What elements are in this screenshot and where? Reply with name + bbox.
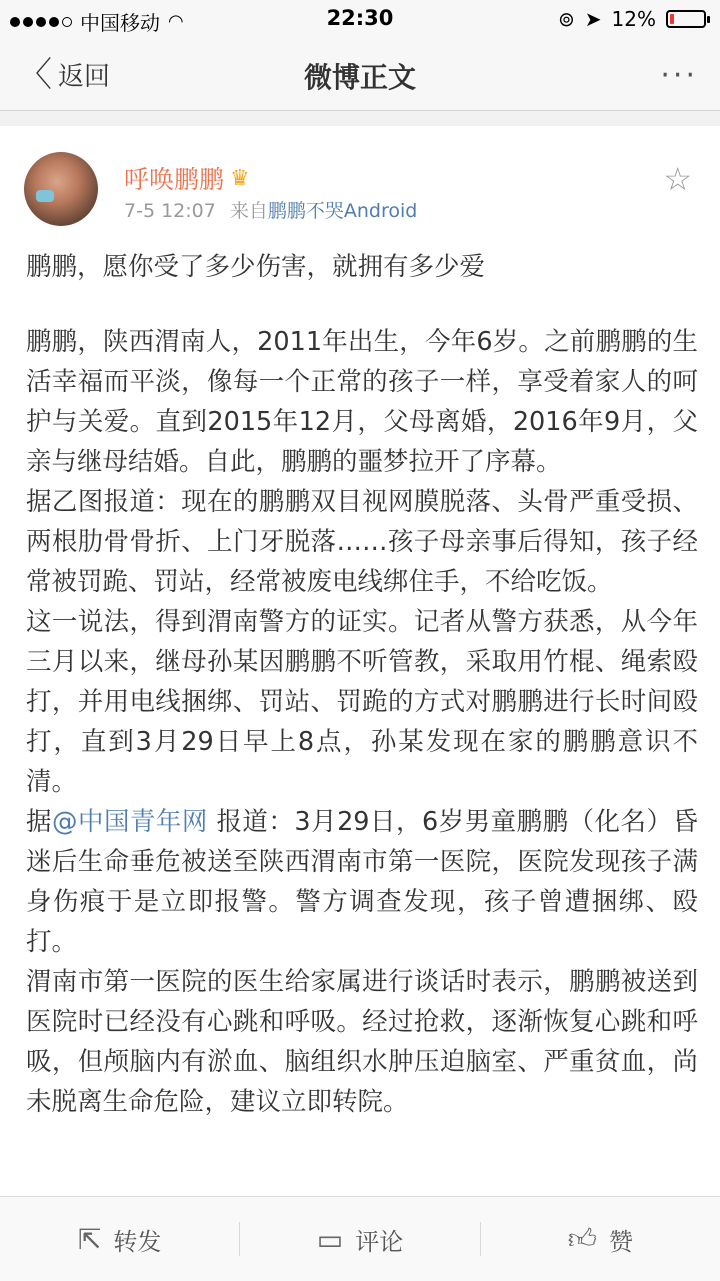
post-body: [26, 322, 698, 1122]
bottom-action-bar: [0, 1196, 720, 1281]
chevron-left-icon: 〈: [18, 54, 52, 95]
location-icon: ➤: [584, 7, 602, 31]
like-label: 赞: [608, 1227, 633, 1256]
post-paragraph: 据乙图报道：现在的鹏鹏双目视网膜脱落、头骨严重受损、两根肋骨骨折、上门牙脱落……孩子母亲事后得知，孩子经常被罚跪、罚站，经常被废电线绑住手，不给吃饭。: [26, 487, 698, 597]
back-label: 返回: [58, 62, 111, 92]
post-card: [0, 126, 720, 1196]
post-headline: 鹏鹏，愿你受了多少伤害，就拥有多少爱: [26, 252, 486, 282]
thumbs-up-icon: 👍︎: [567, 1222, 597, 1255]
post-paragraph: 渭南市第一医院的医生给家属进行谈话时表示，鹏鹏被送到医院时已经没有心跳和呼吸。经过抢救，逐渐恢复心跳和呼吸，但颅脑内有淤血、脑组织水肿压迫脑室、严重贫血，尚未脱离生命危险，建议立即转院。: [26, 967, 698, 1117]
status-right: [558, 7, 706, 31]
post-paragraph: [26, 802, 698, 962]
comment-button[interactable]: [240, 1197, 479, 1281]
p4-rest: 报道：3月29日，6岁男童鹏鹏（化名）昏迷后生命垂危被送至陕西渭南市第一医院，医院发现孩子满身伤痕于是立即报警。警方调查发现，孩子曾遭捆绑、殴打。: [26, 807, 698, 957]
avatar[interactable]: [24, 152, 98, 226]
author-row: [124, 160, 250, 196]
rotation-lock-icon: ⊚: [558, 7, 575, 31]
page-title: 微博正文: [303, 61, 416, 94]
favorite-star-icon[interactable]: ☆: [663, 160, 692, 198]
battery-percent: 12%: [611, 7, 656, 31]
crown-badge-icon: ♛: [230, 165, 250, 191]
status-time: 22:30: [326, 6, 394, 30]
post-paragraph: 鹏鹏，陕西渭南人，2011年出生，今年6岁。之前鹏鹏的生活幸福而平淡，像每一个正常的孩子一样，享受着家人的呵护与关爱。直到2015年12月，父母离婚，2016年9月，父亲与继母结婚。自此，鹏鹏的噩梦拉开了序幕。: [26, 327, 698, 477]
comment-icon: ▭: [316, 1222, 344, 1256]
like-button[interactable]: [481, 1197, 720, 1281]
repost-label: 转发: [113, 1227, 162, 1256]
repost-button[interactable]: [0, 1197, 239, 1281]
status-bar: [0, 0, 720, 40]
more-button[interactable]: ···: [660, 58, 698, 93]
battery-icon: [666, 10, 706, 28]
share-icon: ⇱: [77, 1222, 102, 1256]
wifi-icon: ◠: [168, 11, 184, 32]
author-name[interactable]: 呼唤鹏鹏: [124, 165, 225, 194]
post-time: 7-5 12:07: [124, 200, 216, 222]
post-paragraph: 这一说法，得到渭南警方的证实。记者从警方获悉，从今年三月以来，继母孙某因鹏鹏不听管教，采取用竹棍、绳索殴打，并用电线捆绑、罚站、罚跪的方式对鹏鹏进行长时间殴打，直到3月29日早上8点，孙某发现在家的鹏鹏意识不清。: [26, 607, 698, 797]
post-source[interactable]: 鹏鹏不哭Android: [267, 200, 418, 222]
p4-prefix: 据: [26, 807, 52, 837]
comment-label: 评论: [355, 1227, 404, 1256]
carrier-label: 中国移动: [80, 11, 160, 35]
nav-bar: [0, 40, 720, 111]
source-prefix: 来自: [229, 200, 268, 222]
mention-link[interactable]: @中国青年网: [51, 807, 208, 837]
post-meta: [124, 196, 417, 223]
